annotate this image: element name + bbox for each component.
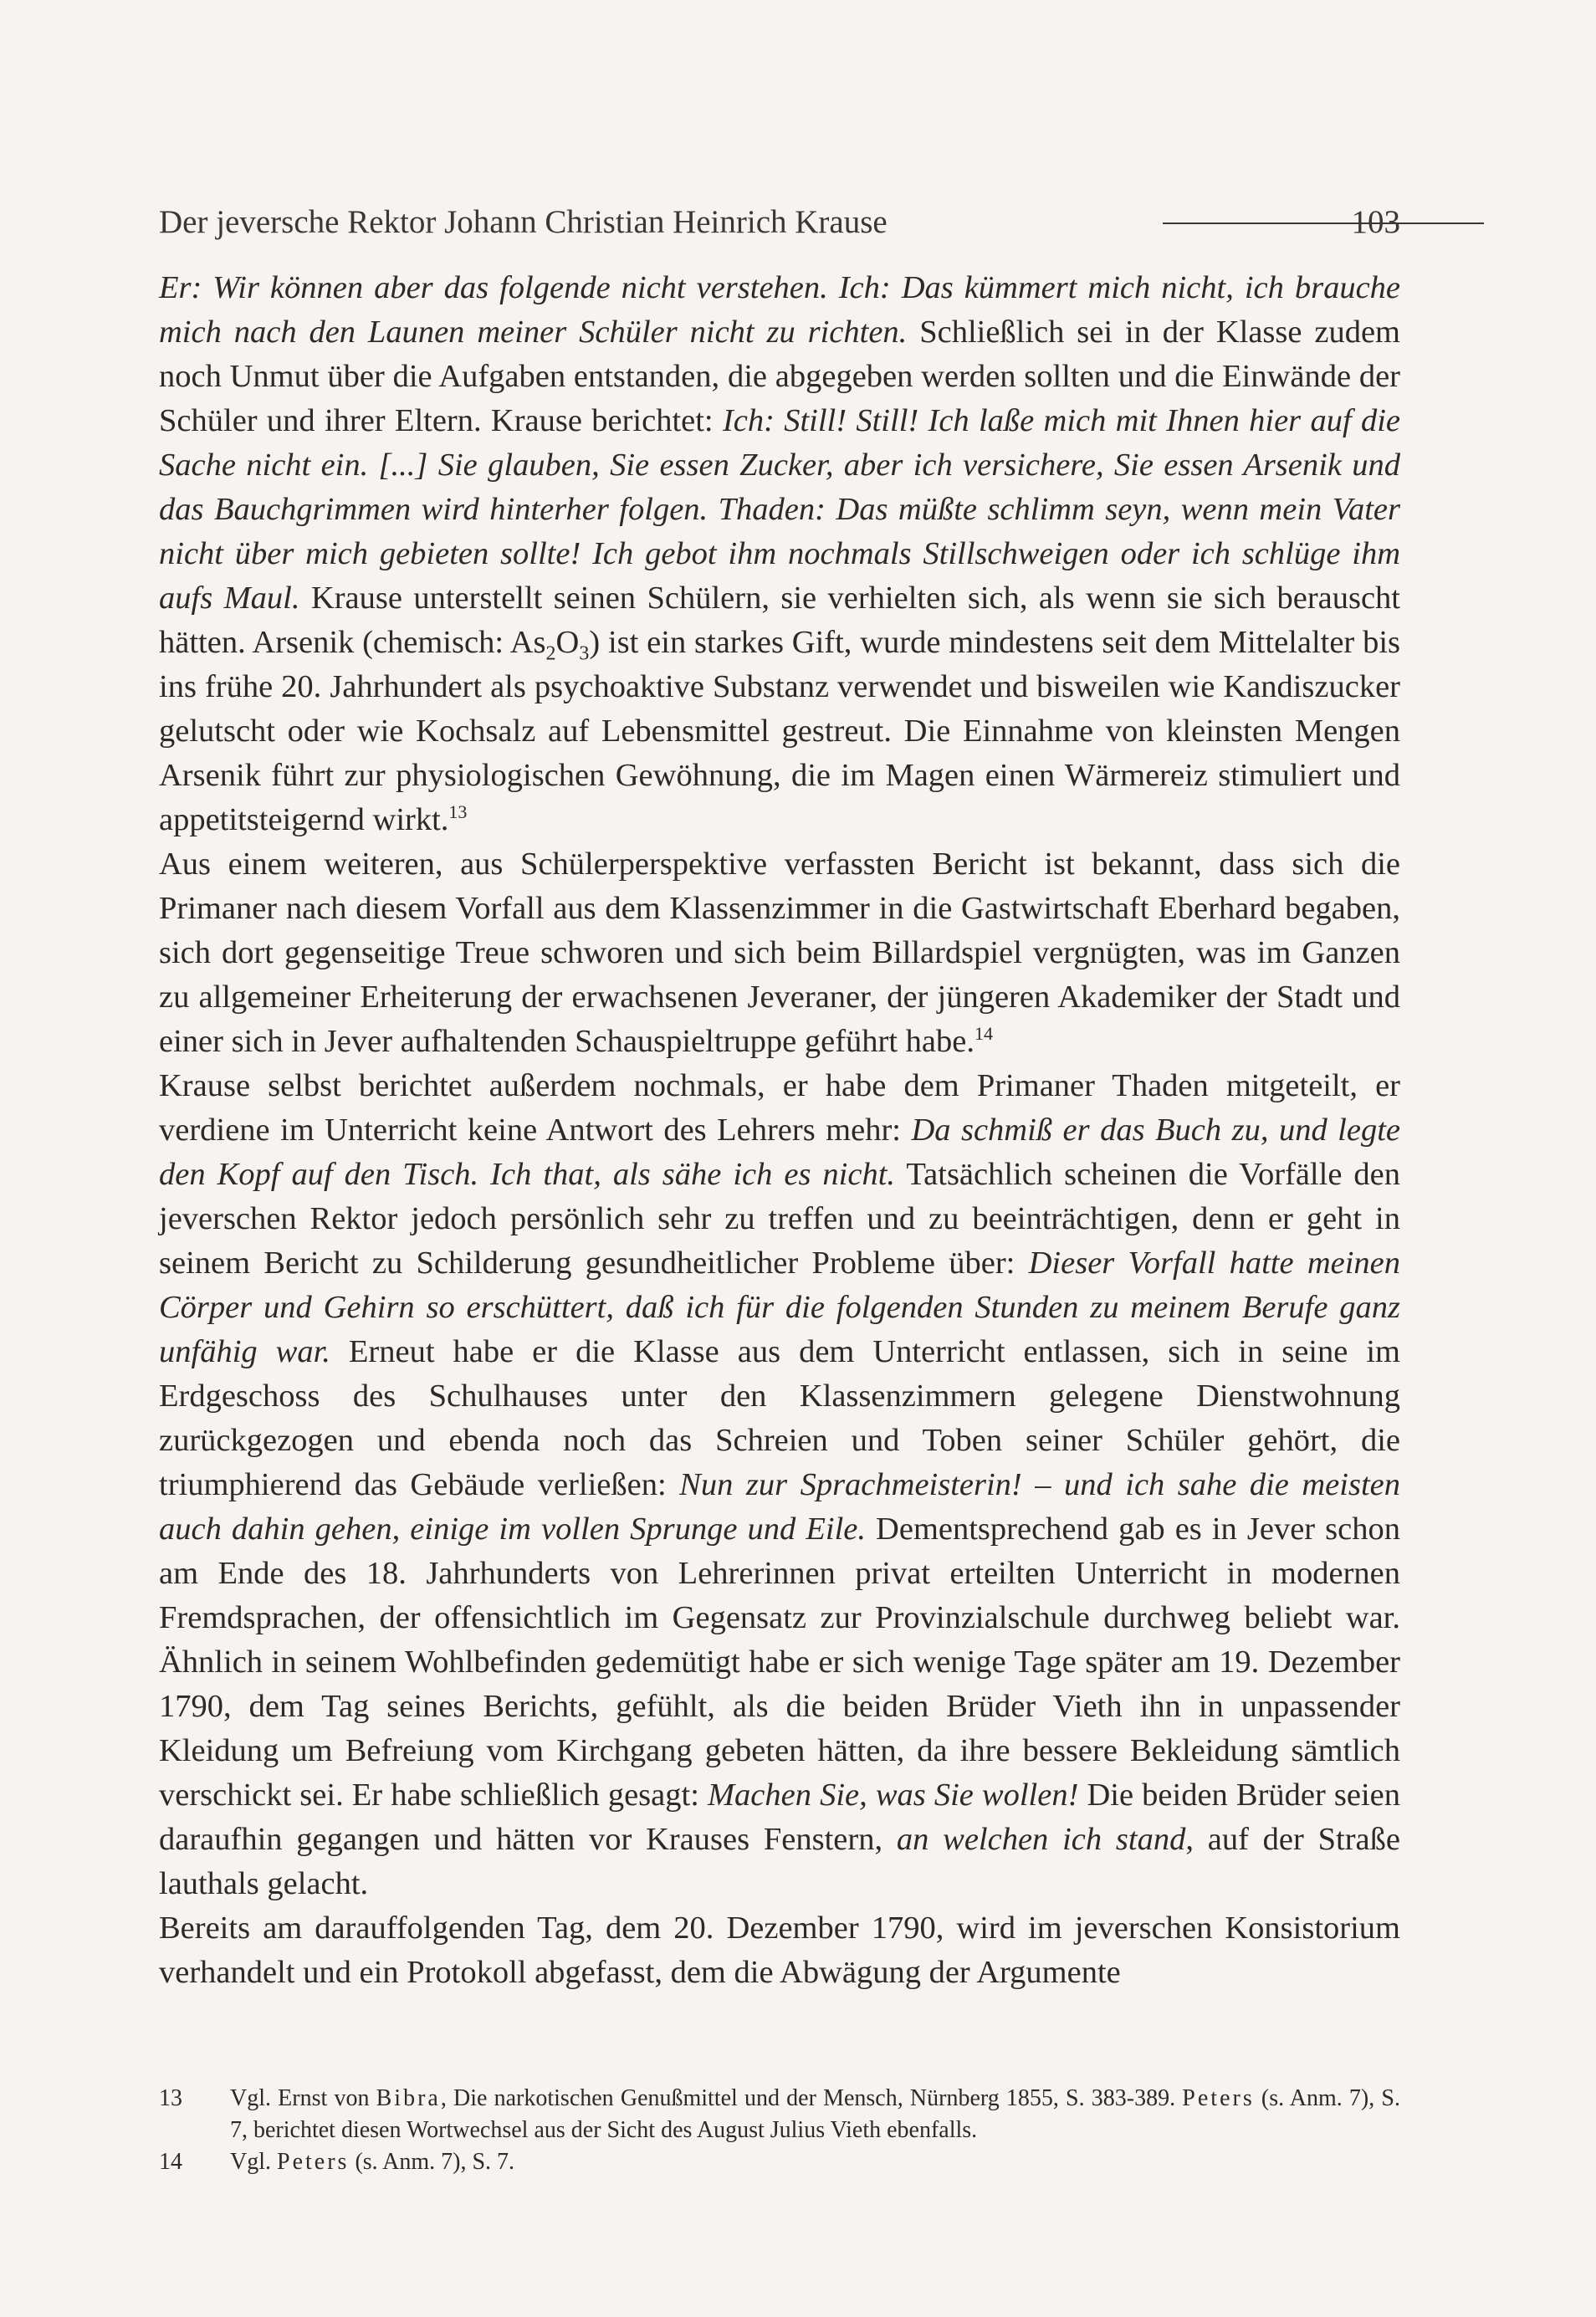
quoted-text: an welchen ich stand bbox=[896, 1822, 1186, 1857]
author-name: Peters bbox=[277, 2149, 350, 2175]
body-text bbox=[159, 266, 1400, 1995]
text-segment: Dementsprechend gab es in Jever schon am Ende des 18. Jahrhunderts von Lehrerinnen privat erteilten Unterricht in modernen Fremdsprachen, der offensichtlich im Gegensatz zur Provinzialschule durchweg beliebt war. Ähnlich in seinem Wohlbefinden gedemütigt habe er sich wenige Tage später am 19. Dezember 1790, dem Tag seines Berichts, gefühlt, als die beiden Brüder Vieth ihn in unpassender Kleidung um Befreiung vom Kirchgang gebeten hätten, da ihre bessere Bekleidung sämtlich verschickt sei. Er habe schließlich gesagt: bbox=[159, 1511, 1400, 1813]
text-segment: Krause selbst berichtet außerdem nochmals, er habe dem Primaner Thaden mitgeteilt, er verdiene im Unterricht keine Antwort des Lehrers mehr: bbox=[159, 1068, 1400, 1148]
text-segment: Die beiden Brüder seien daraufhin gegangen und hätten vor Krauses Fenstern, bbox=[159, 1777, 1400, 1857]
chemical-subscript: 3 bbox=[579, 642, 590, 665]
quoted-text: Da schmiß er das Buch zu, und legte den Kopf auf den Tisch. Ich that, als sähe ich es nicht. bbox=[159, 1112, 1400, 1192]
text-segment: Krause unterstellt seinen Schülern, sie verhielten sich, als wenn sie sich berauscht hätten. Arsenik (chemisch: As bbox=[159, 581, 1400, 660]
quoted-text: Er: Wir können aber das folgende nicht verstehen. Ich: Das kümmert mich nicht, ich brauche mich nach den Launen meiner Schüler nicht zu richten. bbox=[159, 270, 1400, 350]
quoted-text: Dieser Vorfall hatte meinen Cörper und Gehirn so erschüttert, daß ich für die folgenden Stunden zu meinem Berufe ganz unfähig war. bbox=[159, 1245, 1400, 1369]
text-segment: (s. Anm. 7), S. 7, berichtet diesen Wortwechsel aus der Sicht des August Julius Vieth ebenfalls. bbox=[230, 2085, 1400, 2143]
running-header bbox=[159, 197, 1409, 248]
footnote bbox=[159, 2146, 1400, 2178]
text-segment: Schließlich sei in der Klasse zudem noch Unmut über die Aufgaben entstanden, die abgegeben werden sollten und die Einwände der Schüler und ihrer Eltern. Krause berichtet: bbox=[159, 315, 1400, 438]
paragraph bbox=[159, 842, 1400, 1064]
footnote bbox=[159, 2083, 1400, 2146]
quoted-text: Ich: Still! Still! Ich laße mich mit Ihnen hier auf die Sache nicht ein. [...] Sie glauben, Sie essen Zucker, aber ich versichere, Sie essen Arsenik und das Bauchgrimmen wird hinterher folgen. Thaden: Das müßte schlimm seyn, wenn mein Vater nicht über mich gebieten sollte! Ich gebot ihm nochmals Stillschweigen oder ich schlüge ihm aufs Maul. bbox=[159, 403, 1400, 616]
text-segment: Bereits am darauffolgenden Tag, dem 20. Dezember 1790, wird im jeverschen Konsistorium verhandelt und ein Protokoll abgefasst, dem die Abwägung der Argumente bbox=[159, 1910, 1400, 1990]
text-segment: Aus einem weiteren, aus Schülerperspektive verfassten Bericht ist bekannt, dass sich die Primaner nach diesem Vorfall aus dem Klassenzimmer in die Gastwirtschaft Eberhard begaben, sich dort gegenseitige Treue schworen und sich beim Billardspiel vergnügten, was im Ganzen zu allgemeiner Erheiterung der erwachsenen Jeveraner, der jüngeren Akademiker der Stadt und einer sich in Jever aufhaltenden Schauspieltruppe geführt habe. bbox=[159, 846, 1400, 1059]
author-name: Bibra bbox=[376, 2085, 441, 2111]
paragraph bbox=[159, 1906, 1400, 1995]
footnotes bbox=[159, 2083, 1400, 2178]
text-segment: O bbox=[555, 625, 580, 660]
paragraph bbox=[159, 266, 1400, 842]
text-segment: , Die narkotischen Genußmittel und der Mensch, Nürnberg 1855, S. 383-389. bbox=[440, 2085, 1183, 2111]
text-segment: (s. Anm. 7), S. 7. bbox=[349, 2149, 515, 2175]
footnote-reference: 13 bbox=[448, 801, 468, 823]
paragraph bbox=[159, 1064, 1400, 1906]
text-segment: ) ist ein starkes Gift, wurde mindestens seit dem Mittelalter bis ins frühe 20. Jahrhundert als psychoaktive Substanz verwendet und bisweilen wie Kandiszucker gelutscht oder wie Kochsalz auf Lebensmittel gestreut. Die Einnahme von kleinsten Mengen Arsenik führt zur physiologischen Gewöhnung, die im Magen einen Wärmereiz stimuliert und appetitsteigernd wirkt. bbox=[159, 625, 1400, 837]
text-segment: Vgl. bbox=[230, 2149, 277, 2175]
quoted-text: Machen Sie, was Sie wollen! bbox=[707, 1777, 1079, 1813]
running-title: Der jeversche Rektor Johann Christian Heinrich Krause bbox=[159, 204, 888, 240]
text-segment: Vgl. Ernst von bbox=[230, 2085, 376, 2111]
footnote-reference: 14 bbox=[974, 1023, 993, 1045]
quoted-text: Nun zur Sprachmeisterin! – und ich sahe die meisten auch dahin gehen, einige im vollen Sprunge und Eile. bbox=[159, 1467, 1400, 1547]
footnote-number: 13 bbox=[159, 2085, 182, 2111]
text-segment: , auf der Straße lauthals gelacht. bbox=[159, 1822, 1400, 1901]
text-segment: Tatsächlich scheinen die Vorfälle den jeverschen Rektor jedoch persönlich sehr zu treffen und zu beeinträchtigen, denn er geht in seinem Bericht zu Schilderung gesundheitlicher Probleme über: bbox=[159, 1157, 1400, 1281]
footnote-number: 14 bbox=[159, 2149, 182, 2175]
author-name: Peters bbox=[1182, 2085, 1255, 2111]
text-segment: Erneut habe er die Klasse aus dem Unterricht entlassen, sich in seine im Erdgeschoss des Schulhauses unter den Klassenzimmern gelegene Dienstwohnung zurückgezogen und ebenda noch das Schreien und Toben seiner Schüler gehört, die triumphierend das Gebäude verließen: bbox=[159, 1334, 1400, 1502]
chemical-subscript: 2 bbox=[545, 642, 556, 665]
header-rule bbox=[1163, 222, 1484, 224]
page-number: 103 bbox=[1351, 204, 1400, 240]
